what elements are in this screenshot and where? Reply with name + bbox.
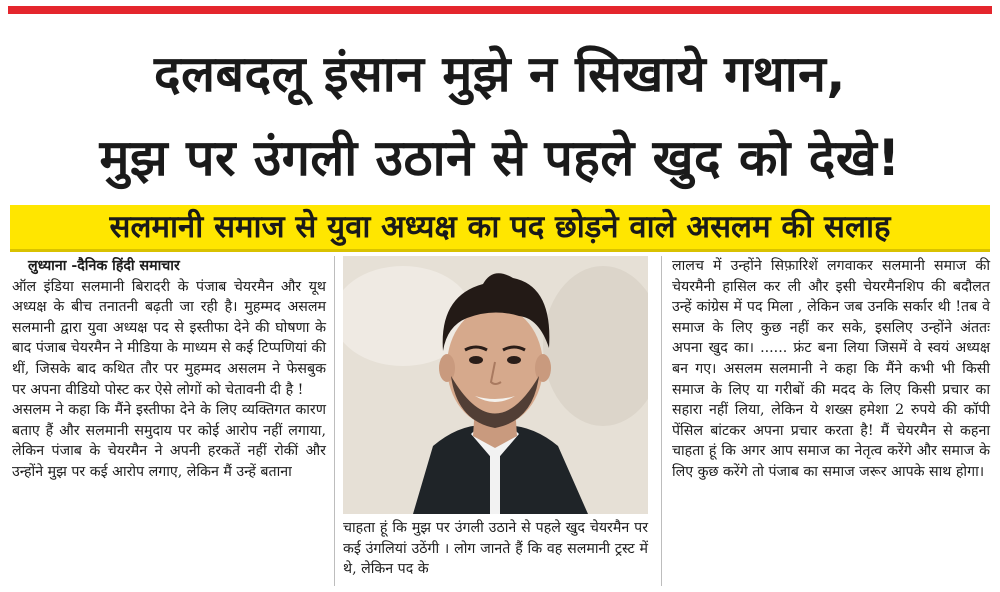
headline-line-2: मुझ पर उंगली उठाने से पहले खुद को देखे!	[99, 129, 901, 187]
subheadline: सलमानी समाज से युवा अध्यक्ष का पद छोड़ने वाले असलम की सलाह	[109, 209, 891, 245]
column-divider	[661, 256, 662, 586]
article-column-1	[12, 256, 326, 483]
paragraph-3: लालच में उन्होंने सिफ़ारिशें लगवाकर सलमानी समाज की चेयरमैनी हासिल कर ली और इसी चेयरमैनशिप की बदौलत उन्हें कांग्रेस में पद मिला , लेकिन जब उनकि सर्कार थी !तब वे समाज के लिए कुछ नहीं कर सके, इसलिए उन्होंने अंततः अपना खुद का। ...... फ्रंट बना लिया जिसमें वे स्वयं अध्यक्ष बन गए। असलम सलमानी ने कहा कि मैंने कभी भी किसी समाज के लिए या गरीबों की मदद के लिए किसी प्रचार का सहारा नहीं लिया, लेकिन ये शख्स हमेशा 2 रुपये की कॉपी पेंसिल बांटकर अपना प्रचार करता है! मैं चेयरमैन से कहना चाहता हूं कि अगर आप समाज का नेतृत्व करेंगे और समाज के लिए कुछ करेंगे तो पंजाब का समाज जरूर आपके साथ होगा।	[672, 258, 990, 480]
photo-caption-text: चाहता हूं कि मुझ पर उंगली उठाने से पहले खुद चेयरमैन पर कई उंगलियां उठेंगी । लोग जानते हैं कि वह सलमानी ट्रस्ट में थे, लेकिन पद के	[343, 520, 648, 578]
portrait-photo	[343, 256, 648, 514]
portrait-illustration	[343, 256, 648, 514]
headline-line-1: दलबदलू इंसान मुझे न सिखाये गथान,	[154, 45, 846, 103]
subheadline-banner	[10, 205, 990, 252]
dateline: लुध्याना -दैनिक हिंदी समाचार	[28, 258, 180, 274]
paragraph-1: ऑल इंडिया सलमानी बिरादरी के पंजाब चेयरमैन और यूथ अध्यक्ष के बीच तनातनी बढ़ती जा रही है। मुहम्मद असलम सलमानी द्वारा युवा अध्यक्ष पद से इस्तीफा देने की घोषणा के बाद पंजाब चेयरमैन ने मीडिया के माध्यम से कई टिप्पणियां की थीं, जिसके बाद कथित तौर पर मुहम्मद असलम ने फेसबुक पर अपना वीडियो पोस्ट कर ऐसे लोगों को चेतावनी दी है !	[12, 278, 326, 398]
column-divider	[334, 256, 335, 586]
top-red-rule	[8, 6, 992, 14]
paragraph-2: असलम ने कहा कि मैंने इस्तीफा देने के लिए व्यक्तिगत कारण बताए हैं और सलमानी समुदाय पर कोई आरोप नहीं लगाया, लेकिन पंजाब के चेयरमैन ने अपनी हरकतें नहीं रोकीं और उन्होंने मुझ पर कई आरोप लगाए, लेकिन मैं उन्हें बताना	[12, 402, 326, 480]
article-column-3	[672, 256, 990, 483]
